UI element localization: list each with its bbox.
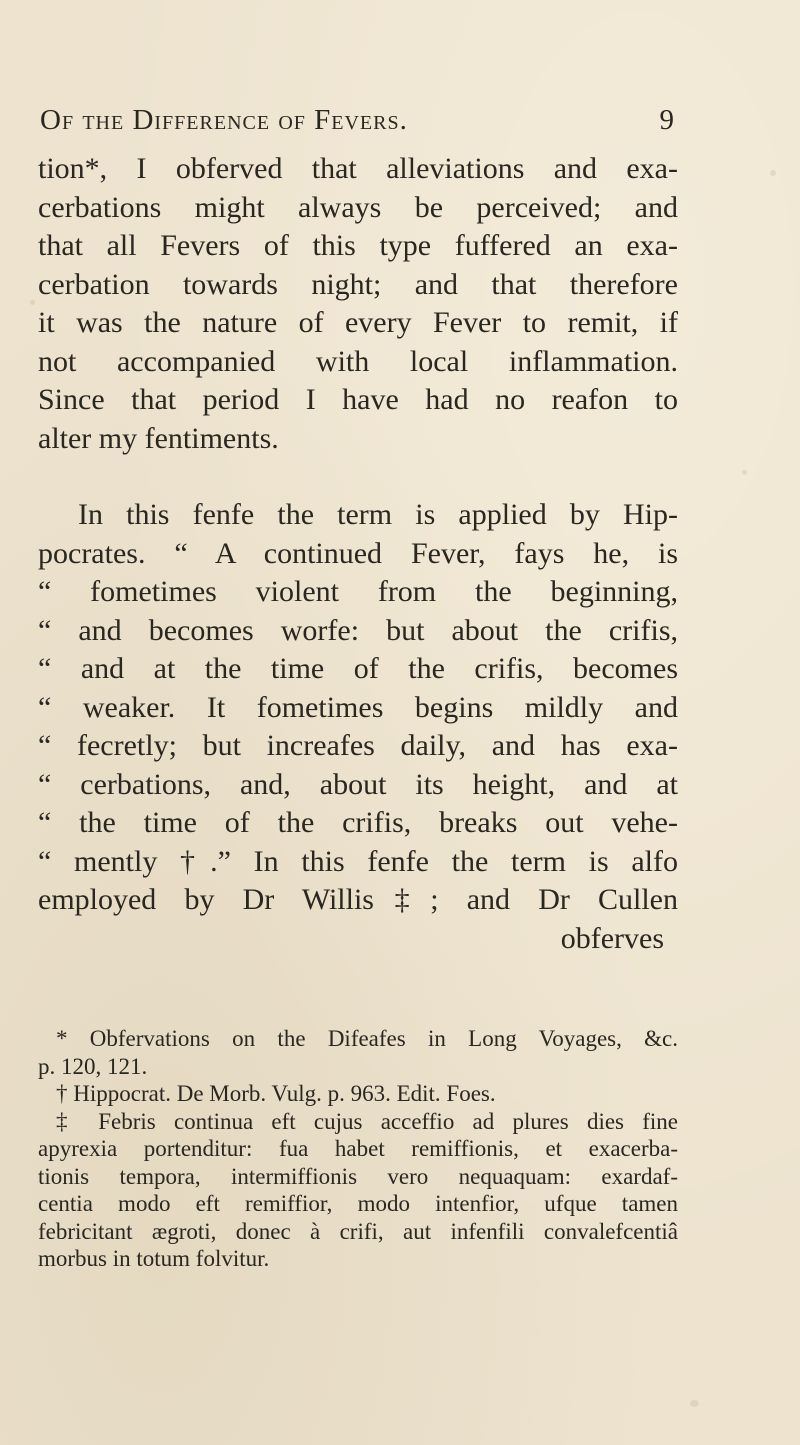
text-line: not accompanied with local inflammation.: [38, 344, 678, 378]
footnote-line: p. 120, 121.: [38, 1053, 148, 1079]
footnote-dagger: [38, 1080, 678, 1108]
text-line: employed by Dr Willis‡; and Dr Cullen: [38, 883, 678, 916]
paragraph-gap: [38, 458, 678, 496]
footnote-line: morbus in totum folvitur.: [38, 1246, 270, 1271]
text-line: “ mently †.” In this fenfe the term is alfo: [38, 844, 678, 878]
footnote-line: centia modo eft remiffior, modo intenfior, ufque tamen: [38, 1191, 678, 1216]
text-line: cerbation towards night; and that therefore: [38, 267, 678, 301]
foxing-spot: [742, 470, 747, 475]
foxing-spot: [690, 1400, 699, 1407]
footnote-line: ‡ Febris continua eft cujus acceffio ad plures dies fine: [56, 1108, 678, 1134]
text-line: it was the nature of every Fever to remit, if: [38, 306, 678, 339]
footnote-line: tionis tempora, intermiffionis vero nequaquam: exardaf-: [38, 1163, 678, 1189]
footnote-line: * Obfervations on the Difeafes in Long Voyages, &c.: [56, 1026, 678, 1051]
text-line: In this fenfe the term is applied by Hip-: [78, 498, 678, 531]
text-line: tion*, I obferved that alleviations and exa-: [38, 152, 678, 185]
text-line: Since that period I have had no reafon to: [38, 383, 678, 416]
footnote-asterisk: [38, 1025, 678, 1080]
catchword: obferves: [560, 921, 664, 955]
text-line: “ and at the time of the crifis, becomes: [38, 652, 678, 685]
paragraph-2: [38, 496, 678, 920]
text-line: “ and becomes worfe: but about the crifis,: [38, 613, 678, 647]
page-number: 9: [659, 104, 674, 136]
footnote-double-dagger: [38, 1108, 678, 1273]
foxing-spot: [30, 300, 35, 305]
text-line: pocrates. “ A continued Fever, fays he, is: [38, 536, 678, 570]
running-head: Of the Difference of Fevers.: [40, 104, 408, 136]
footnote-line: apyrexia portenditur: fua habet remiffionis, et exacerba-: [38, 1136, 678, 1161]
text-line: “ fecretly; but increafes daily, and has exa-: [38, 729, 678, 762]
paragraph-1: [38, 150, 678, 458]
text-line: that all Fevers of this type fuffered an exa-: [38, 229, 678, 262]
text-line: alter my fentiments.: [38, 421, 279, 455]
footnote-line: febricitant ægroti, donec à crifi, aut infenfili convalefcentiâ: [38, 1218, 678, 1244]
footnote-line: † Hippocrat. De Morb. Vulg. p. 963. Edit. Foes.: [56, 1081, 496, 1106]
footnotes: [38, 1025, 678, 1273]
text-line: “ weaker. It fometimes begins mildly and: [38, 690, 678, 724]
body-text: [38, 150, 678, 958]
text-line: “ cerbations, and, about its height, and at: [38, 767, 678, 801]
page-header: [40, 104, 674, 154]
foxing-spot: [770, 170, 776, 176]
text-line: “ the time of the crifis, breaks out vehe-: [38, 806, 678, 839]
text-line: cerbations might always be perceived; and: [38, 190, 678, 224]
text-line: “ fometimes violent from the beginning,: [38, 575, 678, 608]
